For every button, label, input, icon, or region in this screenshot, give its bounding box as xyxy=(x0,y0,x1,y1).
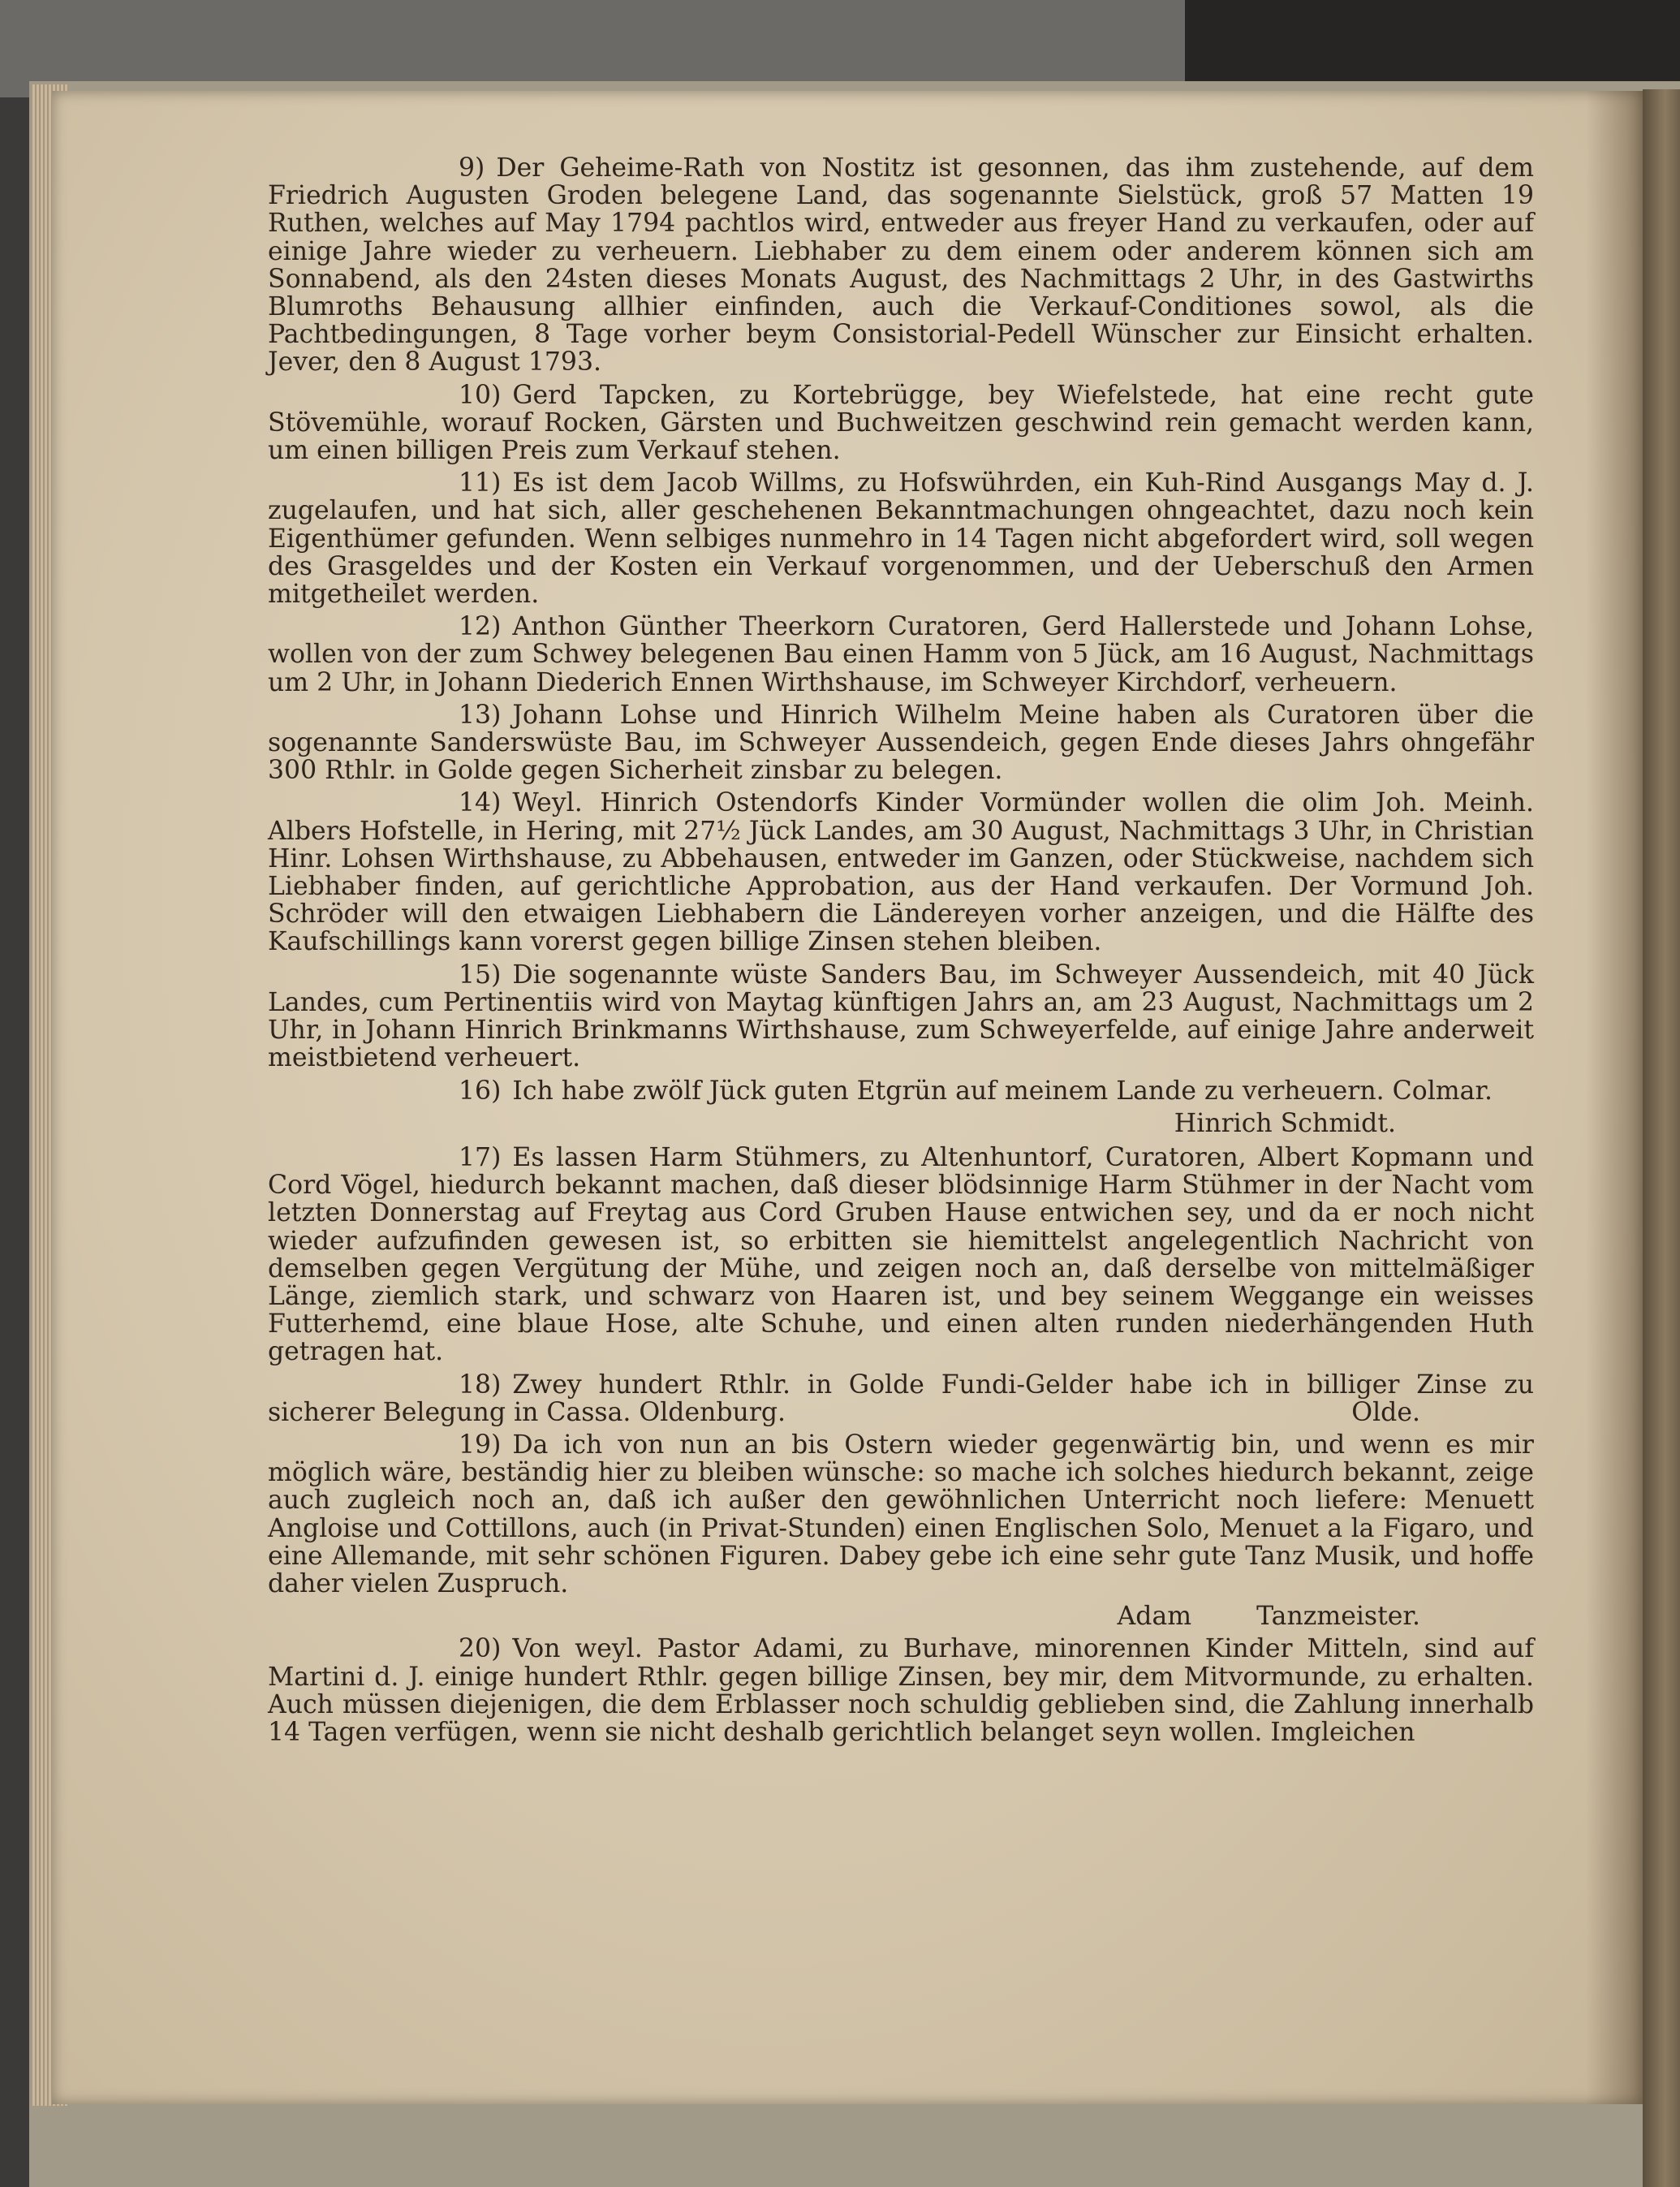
notice-text: Der Geheime-Rath von Nostitz ist gesonnen, das ihm zustehende, auf dem Friedrich Augusten Groden belegene Land, das sogenannte Sielstück, groß 57 Matten 19 Ruthen, welches auf May 1794 pachtlos wird, entweder aus freyer Hand zu verkaufen, oder auf einige Jahre wieder zu verheuern. Liebhaber zu dem einem oder anderem können sich am Sonnabend, als den 24sten dieses Monats August, des Nachmittags 2 Uhr, in des Gastwirths Blumroths Behausung allhier einfinden, auch die Verkauf-Conditiones sowol, als die Pachtbedingungen, 8 Tage vorher beym Consistorial-Pedell Wünscher zur Einsicht erhalten. Jever, den 8 August 1793. xyxy=(268,153,1534,377)
notice-10 xyxy=(268,382,1534,465)
notice-column xyxy=(268,154,1534,1751)
notice-text: Weyl. Hinrich Ostendorfs Kinder Vormünder wollen die olim Joh. Meinh. Albers Hofstelle, in Hering, mit 27½ Jück Landes, am 30 August, Nachmittags 3 Uhr, in Christian Hinr. Lohsen Wirthshause, zu Abbehausen, entweder im Ganzen, oder Stückweise, nachdem sich Liebhaber finden, auf gerichtliche Approbation, aus der Hand verkaufen. Der Vormund Joh. Schröder will den etwaigen Liebhabern die Ländereyen vorher anzeigen, und die Hälfte des Kaufschillings kann vorerst gegen billige Zinsen stehen bleiben. xyxy=(268,788,1534,957)
notice-number: 11) xyxy=(459,468,502,498)
notice-18-signature: Olde. xyxy=(1351,1397,1420,1427)
notice-number: 15) xyxy=(459,960,502,990)
notice-text: Johann Lohse und Hinrich Wilhelm Meine haben als Curatoren über die sogenannte Sanderswüste Bau, im Schweyer Aussendeich, gegen Ende dieses Jahrs ohngefähr 300 Rthlr. in Golde gegen Sicherheit zinsbar zu belegen. xyxy=(268,700,1534,786)
notice-place: Colmar. xyxy=(1392,1076,1493,1106)
notice-number: 17) xyxy=(459,1142,502,1172)
notice-text: Zwey hundert Rthlr. in Golde Fundi-Gelder habe ich in billiger Zinse zu sicherer Belegung in Cassa. Oldenburg. xyxy=(268,1370,1534,1427)
notice-19-signature xyxy=(268,1603,1534,1630)
notice-17 xyxy=(268,1144,1534,1366)
notice-13 xyxy=(268,701,1534,785)
signature-name: Adam xyxy=(1117,1602,1192,1632)
notice-number: 9) xyxy=(459,153,485,183)
notice-text: Gerd Tapcken, zu Kortebrügge, bey Wiefelstede, hat eine recht gute Stövemühle, worauf Rocken, Gärsten und Buchweitzen geschwind rein gemacht werden kann, um einen billigen Preis zum Verkauf stehen. xyxy=(268,380,1534,466)
notice-text: Es ist dem Jacob Willms, zu Hofswührden, ein Kuh-Rind Ausgangs May d. J. zugelaufen, und hat sich, aller geschehenen Bekanntmachungen ohngeachtet, dazu noch kein Eigenthümer gefunden. Wenn selbiges nunmehro in 14 Tagen nicht abgefordert wird, soll wegen des Grasgeldes und der Kosten ein Verkauf vorgenommen, und der Ueberschuß den Armen mitgetheilet werden. xyxy=(268,468,1534,610)
notice-19 xyxy=(268,1431,1534,1598)
notice-number: 12) xyxy=(459,612,502,642)
notice-9 xyxy=(268,154,1534,377)
notice-text: Anthon Günther Theerkorn Curatoren, Gerd Hallerstede und Johann Lohse, wollen von der zum Schwey belegenen Bau einen Hamm von 5 Jück, am 16 August, Nachmittags um 2 Uhr, in Johann Diederich Ennen Wirthshause, im Schweyer Kirchdorf, verheuern. xyxy=(268,612,1534,697)
notice-16-signature: Hinrich Schmidt. xyxy=(1174,1108,1396,1138)
notice-number: 19) xyxy=(459,1430,502,1460)
facing-page-edge xyxy=(1643,89,1680,2187)
notice-text: Ich habe zwölf Jück guten Etgrün auf meinem Lande zu verheuern. xyxy=(512,1076,1385,1106)
gutter-shadow xyxy=(1586,91,1643,2104)
notice-text: Die sogenannte wüste Sanders Bau, im Schweyer Aussendeich, mit 40 Jück Landes, cum Pertinentiis wird von Maytag künftigen Jahrs an, am 23 August, Nachmittags um 2 Uhr, in Johann Hinrich Brinkmanns Wirthshause, zum Schweyerfelde, auf einige Jahre anderweit meistbietend verheuert. xyxy=(268,960,1534,1073)
notice-number: 14) xyxy=(459,788,502,818)
notice-14 xyxy=(268,789,1534,955)
notice-text: Von weyl. Pastor Adami, zu Burhave, minorennen Kinder Mitteln, sind auf Martini d. J. einige hundert Rthlr. gegen billige Zinsen, bey mir, dem Mitvormunde, zu erhalten. Auch müssen diejenigen, die dem Erblasser noch schuldig geblieben sind, die Zahlung innerhalb 14 Tagen verfügen, wenn sie nicht deshalb gerichtlich belanget seyn wollen. Imgleichen xyxy=(268,1634,1534,1747)
signature-title: Tanzmeister. xyxy=(1256,1602,1420,1632)
notice-18 xyxy=(268,1371,1534,1426)
notice-number: 18) xyxy=(459,1370,502,1400)
notice-20 xyxy=(268,1635,1534,1746)
notice-15 xyxy=(268,961,1534,1072)
notice-number: 10) xyxy=(459,380,502,410)
notice-text: Da ich von nun an bis Ostern wieder gegenwärtig bin, und wenn es mir möglich wäre, beständig hier zu bleiben wünsche: so mache ich solches hiedurch bekannt, zeige auch zugleich noch an, daß ich außer den gewöhnlichen Unterricht noch liefere: Menuett Angloise und Cottillons, auch (in Privat-Stunden) einen Englischen Solo, Menuet a la Figaro, und eine Allemande, mit sehr schönen Figuren. Dabey gebe ich eine sehr gute Tanz Musik, und hoffe daher vielen Zuspruch. xyxy=(268,1430,1534,1598)
notice-16 xyxy=(268,1077,1534,1105)
notice-text: Es lassen Harm Stühmers, zu Altenhuntorf, Curatoren, Albert Kopmann und Cord Vögel, hiedurch bekannt machen, daß dieser blödsinnige Harm Stühmer in der Nacht vom letzten Donnerstag auf Freytag aus Cord Gruben Hause entwichen sey, und da er noch nicht wieder aufzufinden gewesen ist, so erbitten sie hiemittelst angelegentlich Nachricht von demselben gegen Vergütung der Mühe, und zeigen noch an, daß derselbe von mittelmäßiger Länge, ziemlich stark, und schwarz von Haaren ist, und bey seinem Weggange ein weisses Futterhemd, eine blaue Hose, alte Schuhe, und einen alten runden niederhängenden Huth getragen hat. xyxy=(268,1142,1534,1367)
notice-11 xyxy=(268,469,1534,608)
notice-number: 20) xyxy=(459,1634,502,1664)
notice-number: 13) xyxy=(459,700,502,730)
notice-number: 16) xyxy=(459,1076,502,1106)
notice-12 xyxy=(268,613,1534,697)
